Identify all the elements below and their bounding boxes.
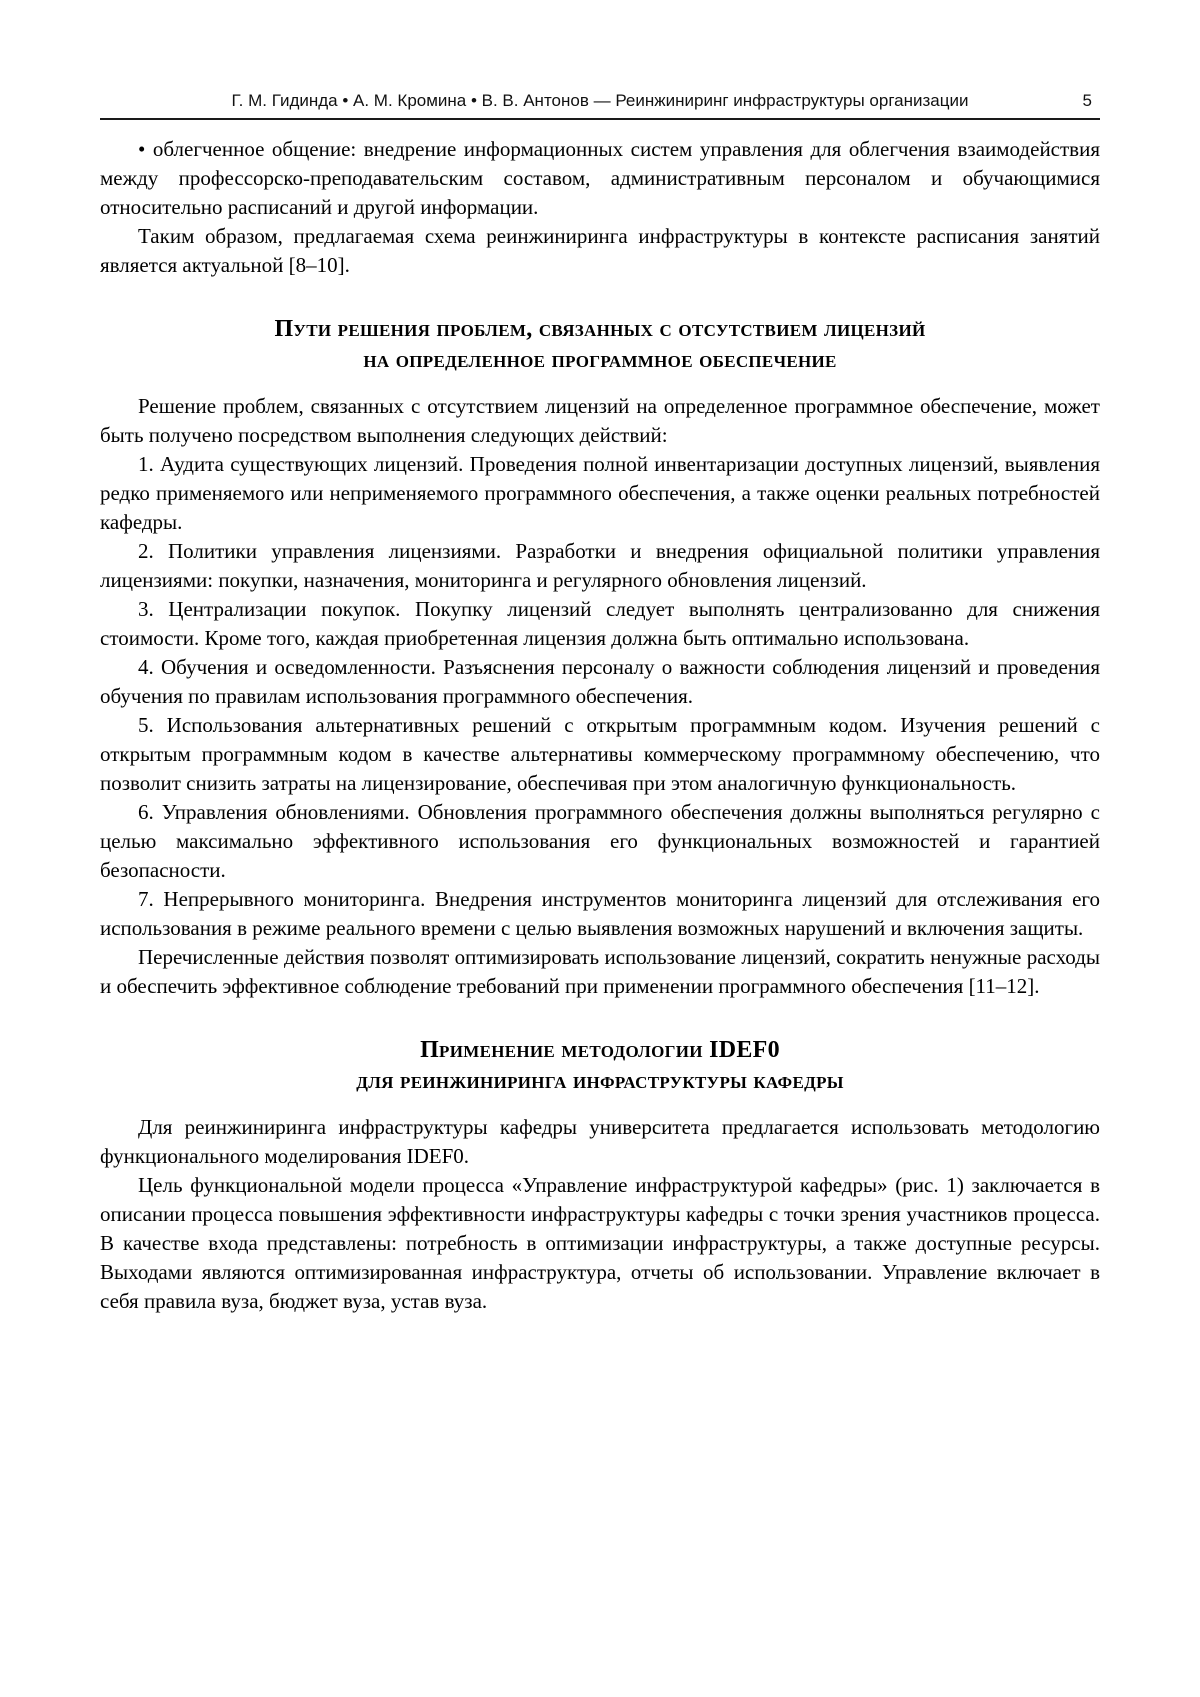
heading-line-1: Применение методологии IDEF0 [420,1037,780,1063]
section-heading-idef0 [100,1035,1100,1097]
page-content-column [100,90,1100,1316]
paragraph-idef0-model-description: Цель функциональной модели процесса «Управление инфраструктурой кафедры» (рис. 1) заключается в описании процесса повышения эффективности инфраструктуры кафедры с точки зрения участников процесса. В качестве входа представлены: потребность в оптимизации инфраструктуры, а также доступные ресурсы. Выходами являются оптимизированная инфраструктура, отчеты об использовании. Управление включает в себя правила вуза, бюджет вуза, устав вуза. [100,1173,1100,1313]
section-heading-license-solutions [100,314,1100,376]
heading-line-2: на определенное программное обеспечение [363,347,837,373]
heading-line-2: для реинжиниринга инфраструктуры кафедры [356,1068,844,1094]
running-head-text: Г. М. Гидинда • А. М. Кромина • В. В. Антонов — Реинжиниринг инфраструктуры организации [231,91,969,110]
paragraph-bullet-communication: • облегченное общение: внедрение информационных систем управления для облегчения взаимодействия между профессорско-преподавательским составом, административным персоналом и обучающимися относительно расписаний и другой информации. [100,137,1100,219]
page-header [100,90,1100,120]
paragraph-schedule-conclusion: Таким образом, предлагаемая схема реинжиниринга инфраструктуры в контексте расписания занятий является актуальной [8–10]. [100,224,1100,277]
paragraph-list-item-7-monitoring: 7. Непрерывного мониторинга. Внедрения инструментов мониторинга лицензий для отслеживания его использования в режиме реального времени с целью выявления возможных нарушений и включения защиты. [100,887,1100,940]
paragraph-list-item-1-audit: 1. Аудита существующих лицензий. Проведения полной инвентаризации доступных лицензий, выявления редко применяемого или неприменяемого программного обеспечения, а также оценки реальных потребностей кафедры. [100,452,1100,534]
paragraph-license-intro: Решение проблем, связанных с отсутствием лицензий на определенное программное обеспечение, может быть получено посредством выполнения следующих действий: [100,394,1100,447]
paragraph-license-conclusion: Перечисленные действия позволят оптимизировать использование лицензий, сократить ненужные расходы и обеспечить эффективное соблюдение требований при применении программного обеспечения [11–12]. [100,945,1100,998]
page-number: 5 [1082,91,1092,110]
heading-line-1: Пути решения проблем, связанных с отсутствием лицензий [274,316,926,342]
paragraph-list-item-2-policy: 2. Политики управления лицензиями. Разработки и внедрения официальной политики управления лицензиями: покупки, назначения, мониторинга и регулярного обновления лицензий. [100,539,1100,592]
paragraph-list-item-5-open-source: 5. Использования альтернативных решений с открытым программным кодом. Изучения решений с открытым программным кодом в качестве альтернативы коммерческому программному обеспечению, что позволит снизить затраты на лицензирование, обеспечивая при этом аналогичную функциональность. [100,713,1100,795]
article-body [100,135,1100,1316]
paragraph-idef0-intro: Для реинжиниринга инфраструктуры кафедры университета предлагается использовать методологию функционального моделирования IDEF0. [100,1115,1100,1168]
paragraph-list-item-3-centralization: 3. Централизации покупок. Покупку лицензий следует выполнять централизованно для снижения стоимости. Кроме того, каждая приобретенная лицензия должна быть оптимально использована. [100,597,1100,650]
paragraph-list-item-4-training: 4. Обучения и осведомленности. Разъяснения персоналу о важности соблюдения лицензий и проведения обучения по правилам использования программного обеспечения. [100,655,1100,708]
paragraph-list-item-6-updates: 6. Управления обновлениями. Обновления программного обеспечения должны выполняться регулярно с целью максимально эффективного использования его функциональных возможностей и гарантией безопасности. [100,800,1100,882]
